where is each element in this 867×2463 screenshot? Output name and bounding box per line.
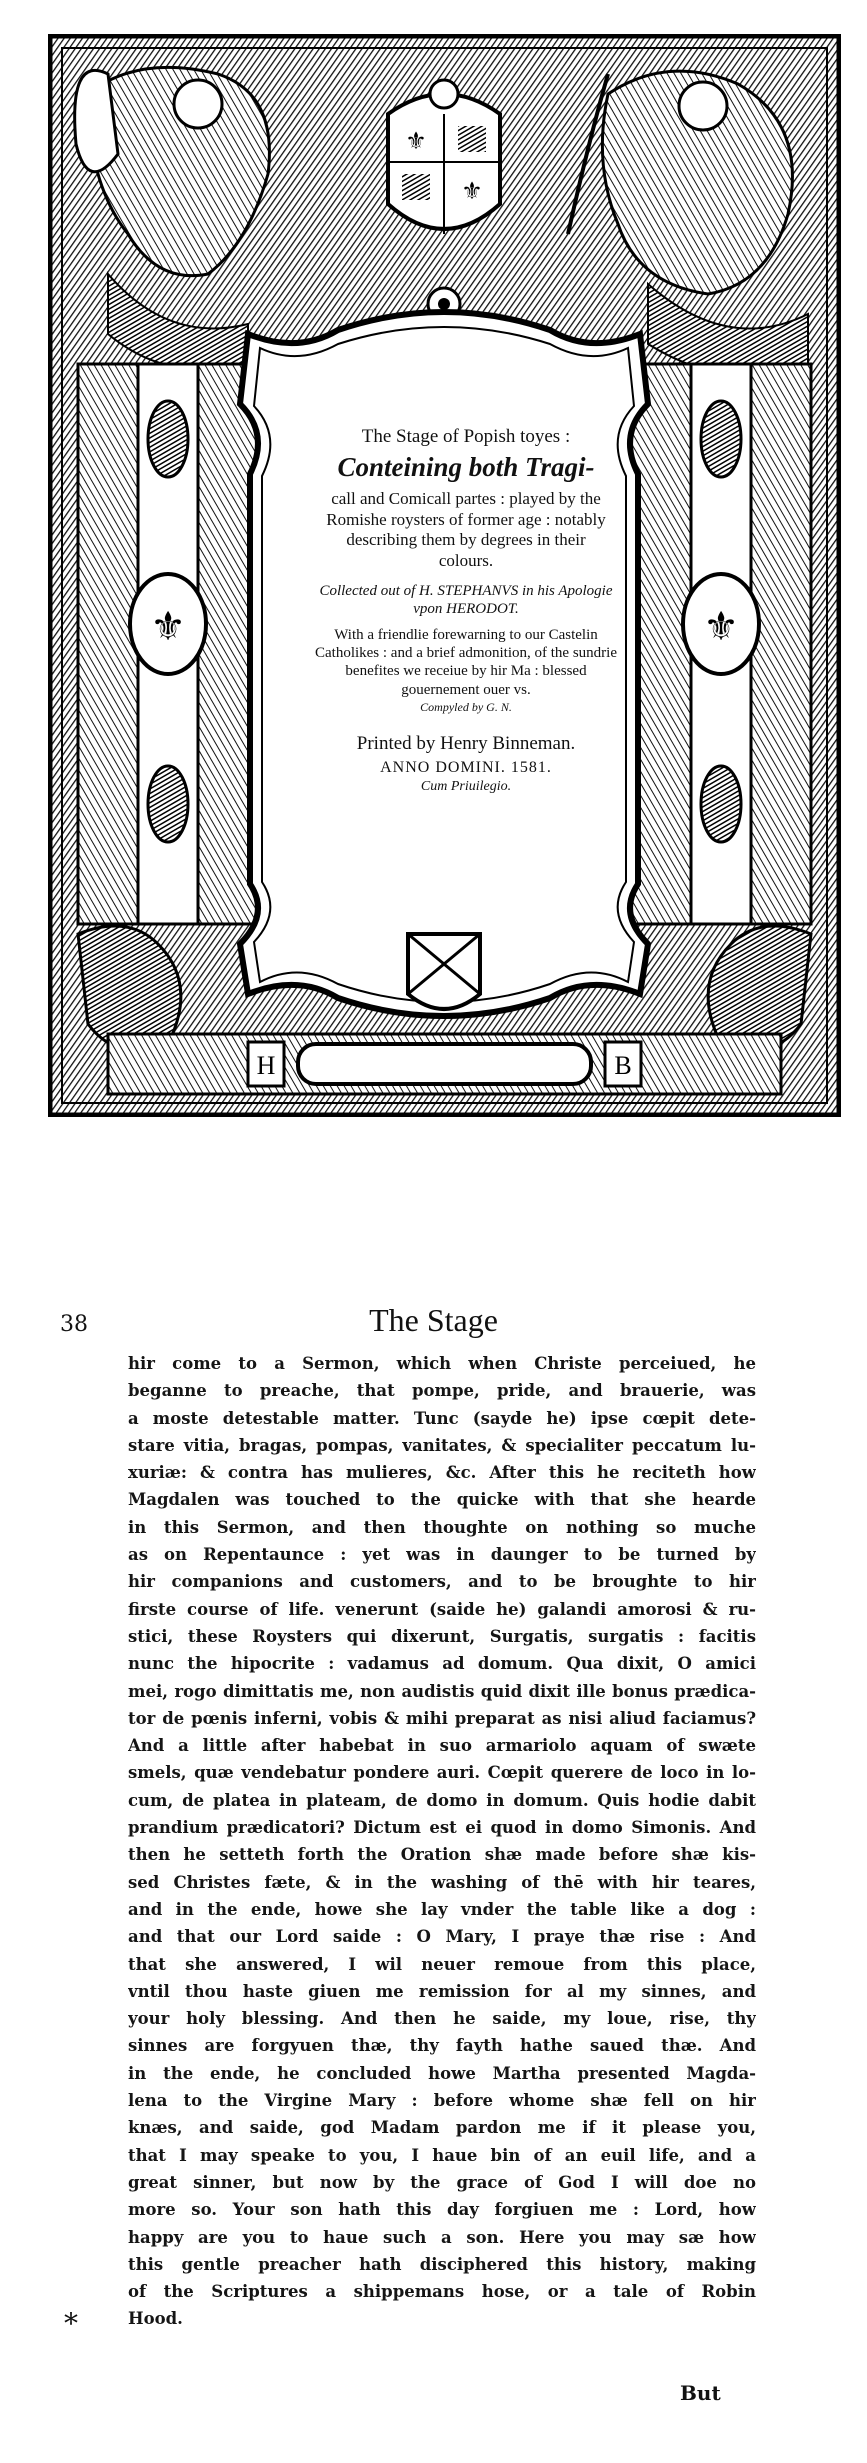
privilegio: Cum Priuilegio. [420, 779, 512, 795]
text-line: mei, rogo dimittatis me, non audistis quid dixit ille bonus prædica- [128, 1681, 756, 1701]
text-line: that she answered, I wil neuer remoue from this place, [128, 1954, 756, 1974]
text-line: in the ende, he concluded howe Martha presented Magda- [128, 2063, 756, 2083]
text-line: tor de pœnis inferni, vobis & mihi preparat as nisi aliud faciamus? [128, 1708, 756, 1728]
text-line: stare vitia, bragas, pompas, vanitates, & specialiter peccatum lu- [128, 1435, 756, 1455]
text-line: And a little after habebat in suo armariolo aquam of swæte [128, 1736, 756, 1756]
page-number: 38 [60, 1312, 88, 1337]
text-line: your holy blessing. And then he saide, my loue, rise, thy [128, 2009, 756, 2029]
blank-label [298, 1044, 591, 1084]
text-line: smels, quæ vendebatur pondere auri. Cœpit querere de loco in lo- [128, 1763, 756, 1783]
catchword: But [680, 2381, 721, 2405]
text-line: Hood. [128, 2309, 183, 2329]
text-line: nunc the hipocrite : vadamus ad domum. Qua dixit, O amici [128, 1654, 756, 1674]
initial-b: B [614, 1051, 632, 1080]
text-line: sed Christes fæte, & in the washing of thē with hir teares, [128, 1872, 756, 1892]
svg-text:⚜: ⚜ [405, 127, 427, 155]
collected-by-line: Collected out of H. STEPHANVS in his Apologie vpon HERODOT. [319, 582, 613, 617]
text-line: happy are you to haue such a son. Here you may sæ how [128, 2227, 756, 2247]
text-line: stici, these Roysters qui dixerunt, Surgatis, surgatis : facitis [128, 1626, 756, 1646]
margin-note-asterisk: * [64, 2307, 78, 2340]
text-line: xuriæ: & contra has mulieres, &c. After this he reciteth how [128, 1463, 756, 1483]
text-line: as on Repentaunce : yet was in daunger to be turned by [128, 1545, 756, 1565]
text-line: beganne to preache, that pompe, pride, and brauerie, was [128, 1381, 756, 1401]
svg-text:⚜: ⚜ [150, 604, 186, 650]
text-line: and in the ende, howe she lay vnder the table like a dog : [128, 1899, 756, 1919]
text-line: hir companions and customers, and to be broughte to hir [128, 1572, 756, 1592]
imprint-date: ANNO DOMINI. 1581. [380, 758, 552, 776]
text-line: more so. Your son hath this day forgiuen me : Lord, how [128, 2200, 756, 2220]
text-line: lena to the Virgine Mary : before whome shæ fell on hir [128, 2091, 756, 2111]
text-line: firste course of life. venerunt (saide he) galandi amorosi & ru- [128, 1599, 756, 1619]
text-line: sinnes are forgyuen thæ, thy fayth hathe saued thæ. And [128, 2036, 756, 2056]
running-head: The Stage [369, 1302, 498, 1338]
subtitle: call and Comicall partes : played by the Romishe roysters of former age : notably describing them by degrees in their colours. [326, 488, 606, 571]
printer-device-shield [408, 934, 480, 1009]
svg-text:⚜: ⚜ [703, 604, 739, 650]
printer-line: Printed by Henry Binneman. [356, 732, 576, 754]
text-line: of the Scriptures a shippemans hose, or a tale of Robin [128, 2282, 756, 2302]
text-line: a moste detestable matter. Tunc (sayde he) ipse cœpit dete- [128, 1408, 756, 1428]
initial-h: H [256, 1051, 276, 1080]
compyled-by: Compyled by G. N. [420, 700, 512, 715]
text-line: this gentle preacher hath disciphered this history, making [128, 2254, 756, 2274]
text-line: then he setteth forth the Oration shæ made before shæ kis- [128, 1845, 756, 1865]
title-line-1: The Stage of Popish toyes : [361, 426, 571, 447]
body-text [128, 1350, 756, 2333]
text-line: knæs, and saide, god Madam pardon me if it please you, [128, 2118, 756, 2138]
text-line: hir come to a Sermon, which when Christe perceiued, he [128, 1354, 756, 1373]
svg-text:⚜: ⚜ [461, 177, 483, 205]
title-page [48, 34, 841, 1117]
text-line: and that our Lord saide : O Mary, I praye thæ rise : And [128, 1927, 756, 1947]
title-text-block [308, 412, 624, 902]
text-line: that I may speake to you, I haue bin of an euil life, and a [128, 2145, 756, 2165]
title-line-2: Conteining both Tragi- [337, 451, 595, 482]
forewarning-text: With a friendlie forewarning to our Castelin Catholikes : and a brief admonition, of the sundrie benefites we receiue by hir Ma : blessed gouernement ouer vs. [314, 626, 617, 698]
text-line: cum, de platea in plateam, de domo in domum. Quis hodie dabit [128, 1790, 756, 1810]
text-line: vntil thou haste giuen me remission for al my sinnes, and [128, 1981, 756, 2001]
text-line: Magdalen was touched to the quicke with that she hearde [128, 1490, 756, 1510]
text-line: prandium prædicatori? Dictum est ei quod in domo Simonis. And [128, 1818, 756, 1838]
text-line: in this Sermon, and then thoughte on nothing so muche [128, 1517, 756, 1537]
text-line: great sinner, but now by the grace of God I will doe no [128, 2172, 756, 2192]
